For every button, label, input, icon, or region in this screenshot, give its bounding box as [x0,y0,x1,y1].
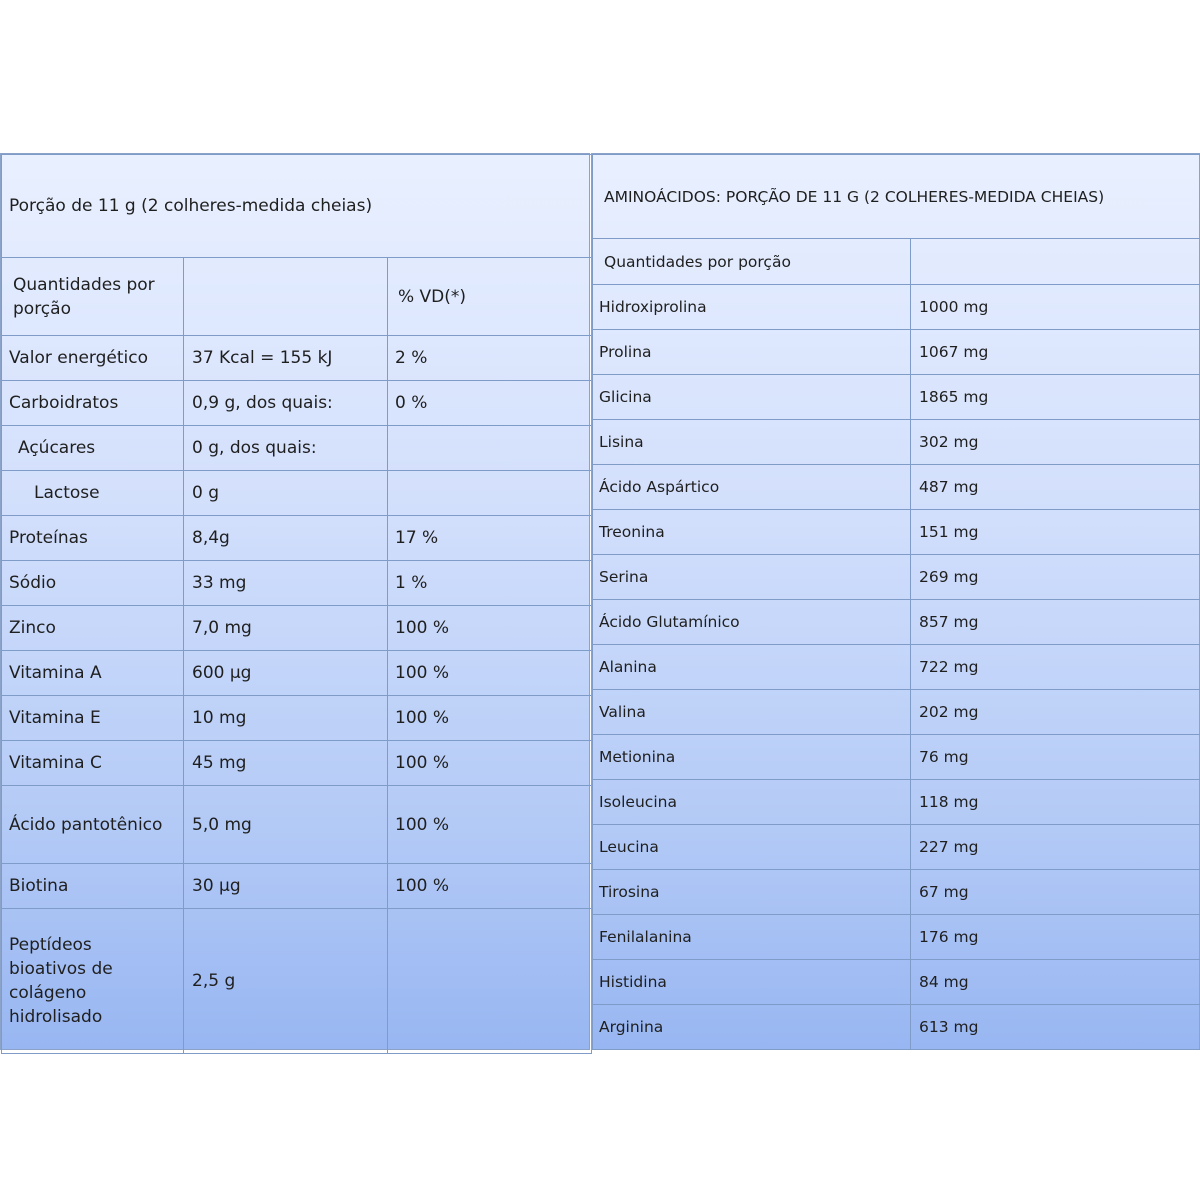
table-row [593,600,1200,645]
table-title-row [2,155,592,258]
nutrient-vd: 2 % [388,336,592,381]
nutrient-vd: 100 % [388,741,592,786]
table-row [2,696,592,741]
amino-value: 857 mg [911,600,1200,645]
amino-value: 151 mg [911,510,1200,555]
nutrient-vd [388,426,592,471]
nutrient-value: 0 g [184,471,388,516]
amino-value: 84 mg [911,960,1200,1005]
amino-value: 613 mg [911,1005,1200,1050]
amino-name: Serina [593,555,911,600]
table-row [593,960,1200,1005]
table-header-row [593,239,1200,285]
amino-name: Hidroxiprolina [593,285,911,330]
nutrient-value: 10 mg [184,696,388,741]
amino-name: Alanina [593,645,911,690]
amino-name: Fenilalanina [593,915,911,960]
table-row [593,645,1200,690]
amino-value: 176 mg [911,915,1200,960]
table-row [2,381,592,426]
table-row [593,1005,1200,1050]
table-row [2,786,592,864]
amino-value: 722 mg [911,645,1200,690]
table-header-row [2,258,592,336]
table-row [2,561,592,606]
amino-name: Isoleucina [593,780,911,825]
nutrient-name: Biotina [2,864,184,909]
amino-value: 76 mg [911,735,1200,780]
amino-value: 67 mg [911,870,1200,915]
nutrient-name: Vitamina A [2,651,184,696]
nutrient-name: Vitamina E [2,696,184,741]
nutrient-name: Ácido pantotênico [2,786,184,864]
table-row [2,864,592,909]
table-title-row [593,155,1200,239]
column-header-value [911,239,1200,285]
amino-name: Ácido Glutamínico [593,600,911,645]
nutrient-vd: 100 % [388,606,592,651]
nutrient-vd: 100 % [388,864,592,909]
amino-name: Histidina [593,960,911,1005]
table-row [2,426,592,471]
nutrient-name: Sódio [2,561,184,606]
table-row [593,330,1200,375]
table-row [2,336,592,381]
table-row [2,909,592,1054]
table-row [593,375,1200,420]
amino-value: 487 mg [911,465,1200,510]
table-row [593,465,1200,510]
column-header-value [184,258,388,336]
amino-value: 202 mg [911,690,1200,735]
nutrient-value: 7,0 mg [184,606,388,651]
nutrient-name: Valor energético [2,336,184,381]
nutrient-name: Vitamina C [2,741,184,786]
nutrient-vd: 1 % [388,561,592,606]
amino-name: Leucina [593,825,911,870]
amino-name: Arginina [593,1005,911,1050]
nutrient-value: 2,5 g [184,909,388,1054]
amino-name: Glicina [593,375,911,420]
amino-value: 1865 mg [911,375,1200,420]
nutrient-vd: 100 % [388,651,592,696]
table-row [593,825,1200,870]
amino-name: Prolina [593,330,911,375]
amino-name: Metionina [593,735,911,780]
amino-name: Ácido Aspártico [593,465,911,510]
nutrient-value: 8,4g [184,516,388,561]
amino-value: 302 mg [911,420,1200,465]
amino-name: Valina [593,690,911,735]
nutrient-value: 5,0 mg [184,786,388,864]
nutrient-value: 37 Kcal = 155 kJ [184,336,388,381]
nutrient-name: Proteínas [2,516,184,561]
nutrient-vd: 17 % [388,516,592,561]
nutrient-vd: 100 % [388,786,592,864]
nutrient-vd [388,909,592,1054]
amino-table-title: AMINOÁCIDOS: PORÇÃO DE 11 G (2 COLHERES-MEDIDA CHEIAS) [593,155,1200,239]
table-row [593,555,1200,600]
table-row [2,471,592,516]
nutrient-vd: 100 % [388,696,592,741]
table-row [593,690,1200,735]
nutrient-value: 0 g, dos quais: [184,426,388,471]
nutrient-name: Carboidratos [2,381,184,426]
nutrient-value: 33 mg [184,561,388,606]
nutrient-vd: 0 % [388,381,592,426]
nutrient-value: 600 µg [184,651,388,696]
table-row [593,915,1200,960]
nutrient-name: Açúcares [2,426,184,471]
table-row [2,651,592,696]
amino-value: 118 mg [911,780,1200,825]
amino-value: 269 mg [911,555,1200,600]
table-row [593,780,1200,825]
table-row [2,741,592,786]
column-header-quantity: Quantidades por porção [593,239,911,285]
nutrient-value: 30 µg [184,864,388,909]
nutrition-table [1,154,592,1054]
amino-name: Lisina [593,420,911,465]
nutrient-vd [388,471,592,516]
amino-value: 227 mg [911,825,1200,870]
nutrient-value: 45 mg [184,741,388,786]
nutrient-name: Lactose [2,471,184,516]
amino-table-panel [591,153,1200,1050]
column-header-quantity: Quantidades por porção [2,258,184,336]
table-row [593,285,1200,330]
column-header-vd: % VD(*) [388,258,592,336]
nutrition-table-panel [0,153,590,1050]
nutrient-name: Zinco [2,606,184,651]
amino-name: Tirosina [593,870,911,915]
table-row [2,516,592,561]
table-row [593,420,1200,465]
amino-value: 1000 mg [911,285,1200,330]
amino-value: 1067 mg [911,330,1200,375]
nutrient-name: Peptídeos bioativos de colágeno hidrolisado [2,909,184,1054]
nutrition-table-title: Porção de 11 g (2 colheres-medida cheias) [2,155,592,258]
table-row [593,870,1200,915]
amino-name: Treonina [593,510,911,555]
nutrient-value: 0,9 g, dos quais: [184,381,388,426]
table-row [593,510,1200,555]
table-row [593,735,1200,780]
amino-table [592,154,1200,1050]
table-row [2,606,592,651]
